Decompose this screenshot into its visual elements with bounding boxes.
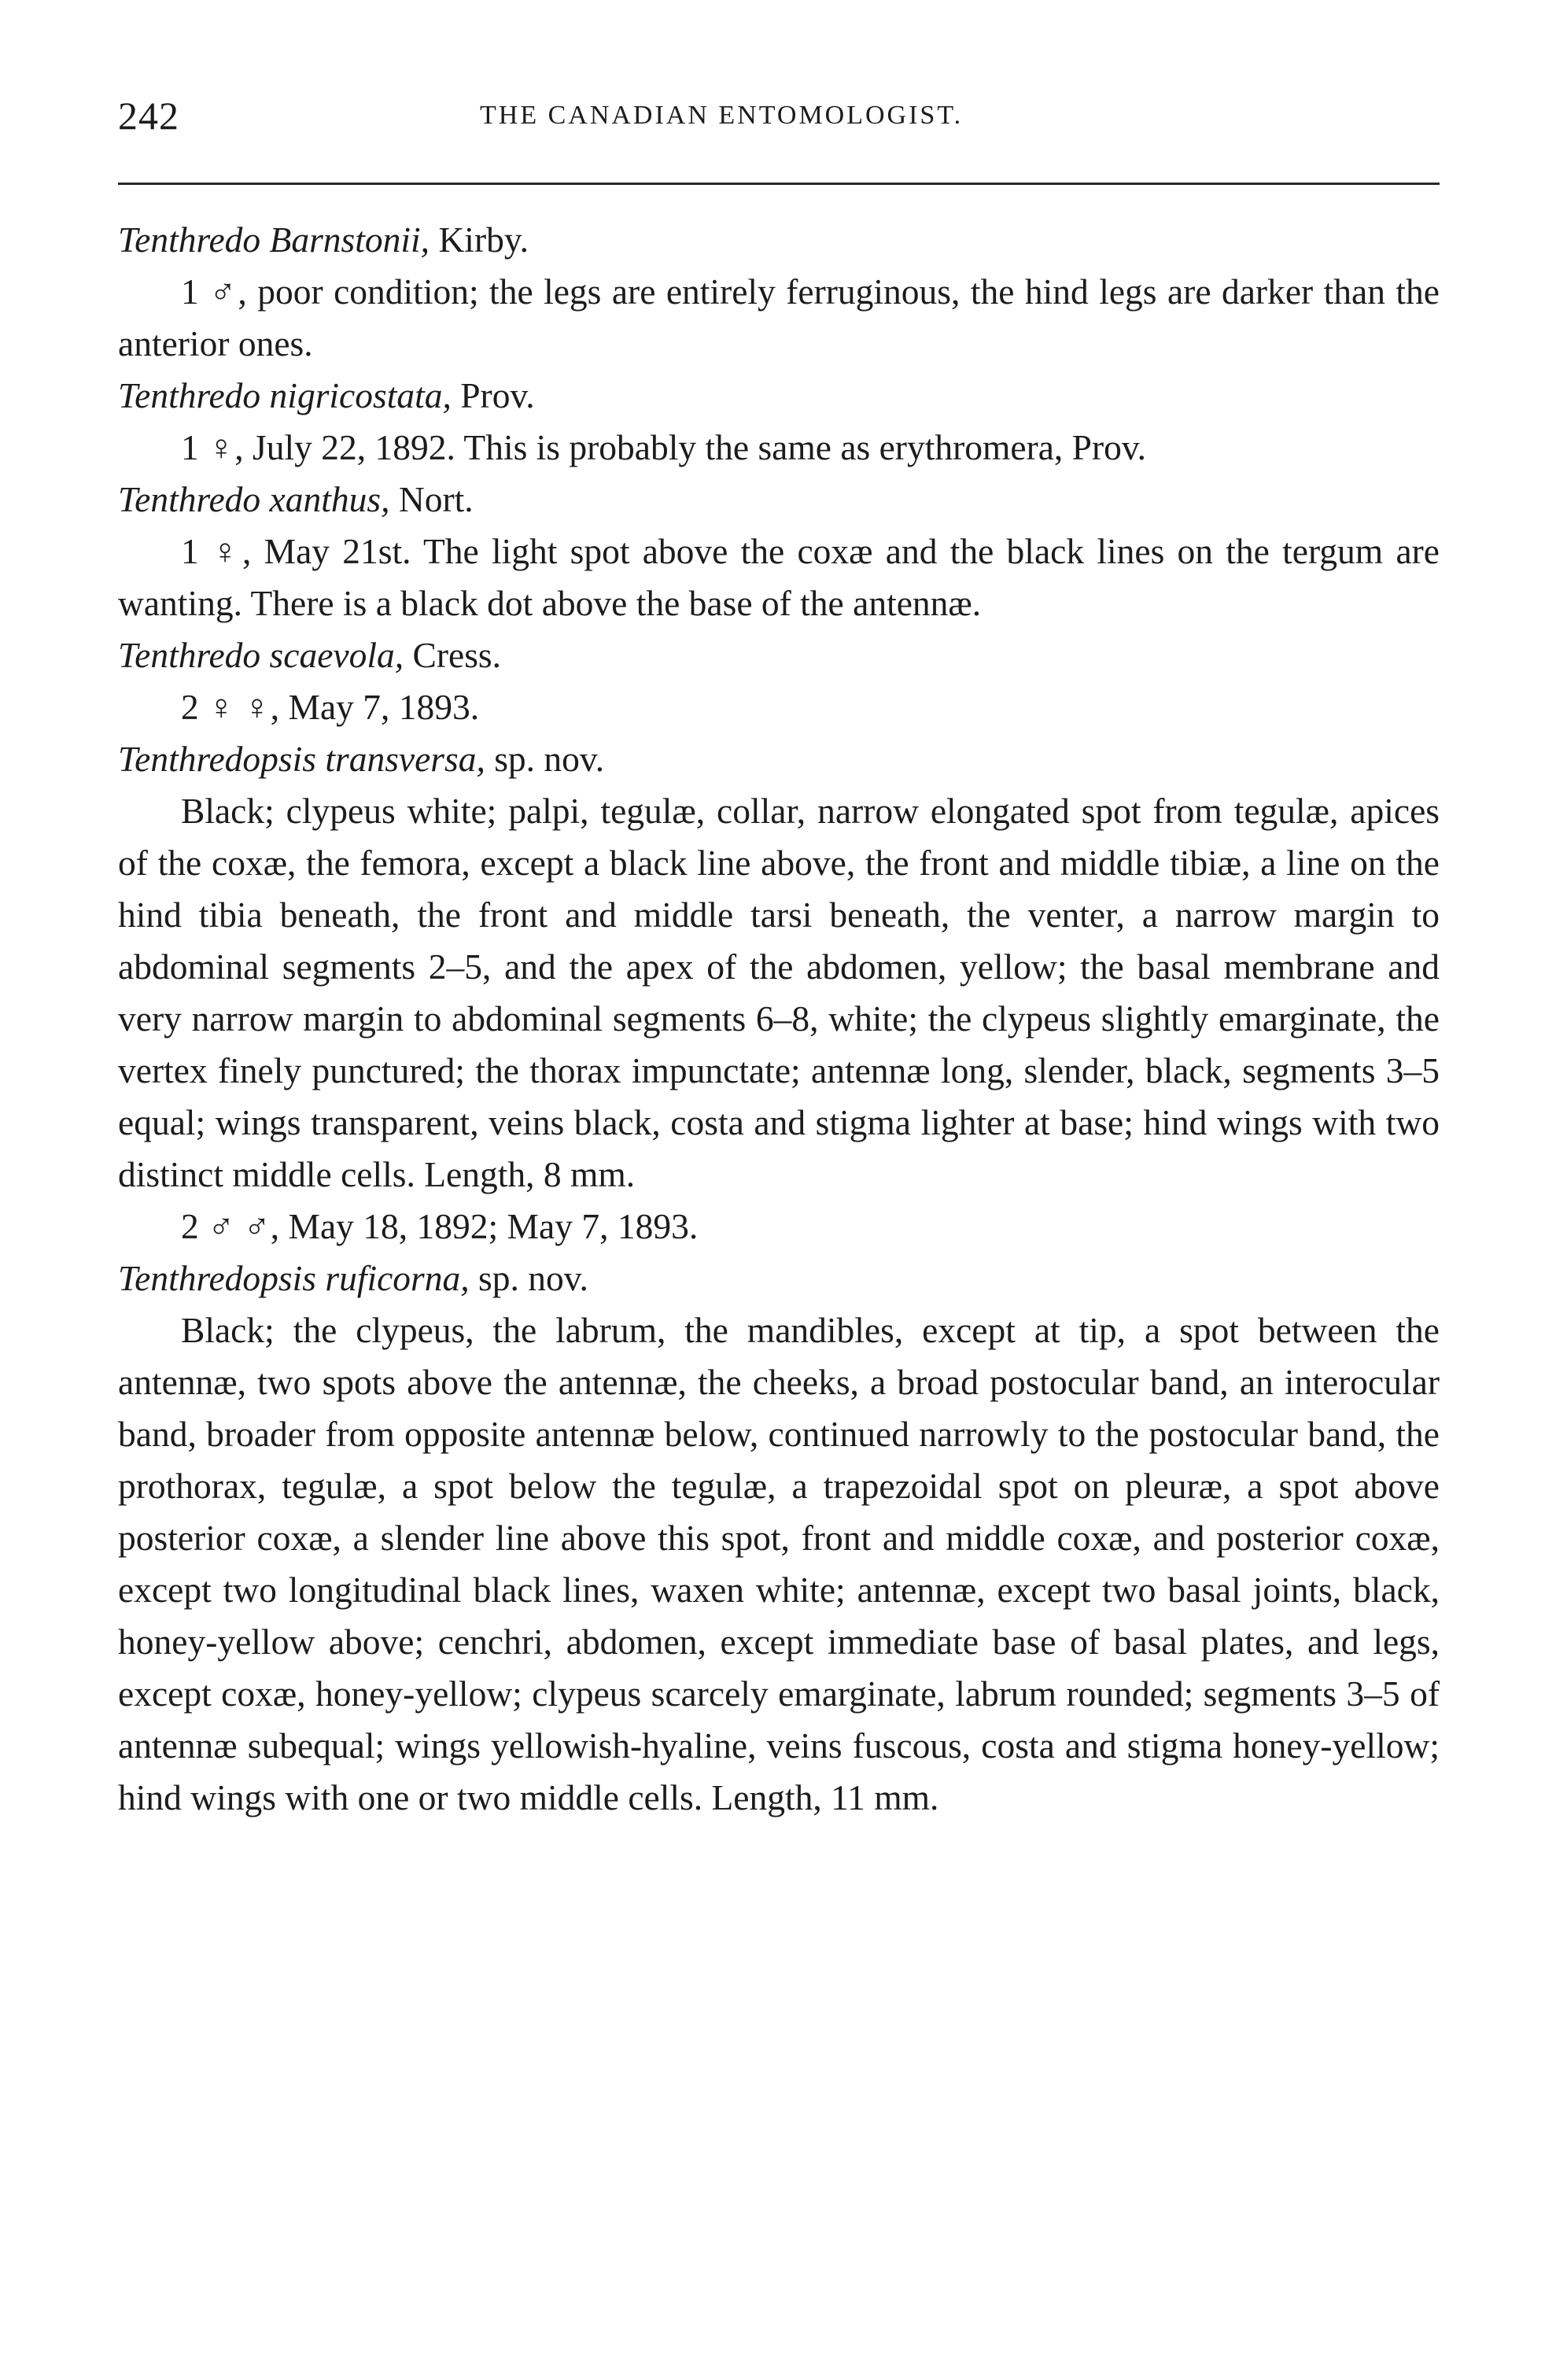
species-heading — [118, 214, 1440, 266]
species-heading — [118, 370, 1440, 422]
taxon-name: Tenthredo scaevola, — [118, 635, 404, 675]
taxon-name: Tenthredo xanthus, — [118, 479, 390, 519]
species-description: 1 ♀, May 21st. The light spot above the coxæ and the black lines on the tergum are wanting. There is a black dot above the base of the antennæ. — [118, 531, 1440, 623]
taxon-author: sp. nov. — [485, 739, 605, 779]
taxon-author: Kirby. — [430, 220, 529, 260]
header-rule — [118, 183, 1440, 185]
species-description: 2 ♀ ♀, May 7, 1893. — [181, 687, 480, 727]
taxon-author: Cress. — [404, 635, 501, 675]
species-description: Black; the clypeus, the labrum, the mandibles, except at tip, a spot between the antennæ, two spots above the antennæ, the cheeks, a broad postocular band, an interocular band, broader from opposite antennæ below, continued narrowly to the postocular band, the prothorax, tegulæ, a spot below the tegulæ, a trapezoidal spot on pleuræ, a spot above posterior coxæ, a slender line above this spot, front and middle coxæ, and posterior coxæ, except two longitudinal black lines, waxen white; antennæ, except two basal joints, black, honey-yellow above; cenchri, abdomen, except immediate base of basal plates, and legs, except coxæ, honey-yellow; clypeus scarcely emarginate, labrum rounded; segments 3–5 of antennæ subequal; wings yellowish-hyaline, veins fuscous, costa and stigma honey-yellow; hind wings with one or two middle cells. Length, 11 mm. — [118, 1310, 1440, 1817]
species-heading — [118, 629, 1440, 681]
journal-title: THE CANADIAN ENTOMOLOGIST. — [480, 101, 964, 130]
taxon-name: Tenthredo nigricostata, — [118, 375, 452, 415]
taxon-author: Prov. — [451, 375, 535, 415]
taxon-name: Tenthredo Barnstonii, — [118, 220, 430, 260]
species-heading — [118, 1253, 1440, 1304]
species-description: 1 ♂, poor condition; the legs are entirely ferruginous, the hind legs are darker than the anterior ones. — [118, 271, 1440, 363]
species-description: 1 ♀, July 22, 1892. This is probably the same as erythromera, Prov. — [181, 427, 1147, 467]
running-head — [118, 93, 1447, 156]
taxon-author: Nort. — [389, 479, 474, 519]
species-heading — [118, 474, 1440, 526]
species-heading — [118, 733, 1440, 785]
page-number: 242 — [118, 94, 179, 138]
article-body — [118, 214, 1440, 1824]
species-description: Black; clypeus white; palpi, tegulæ, collar, narrow elongated spot from tegulæ, apices of the coxæ, the femora, except a black line above, the front and middle tibiæ, a line on the hind tibia beneath, the front and middle tarsi beneath, the venter, a narrow margin to abdominal segments 2–5, and the apex of the abdomen, yellow; the basal membrane and very narrow margin to abdominal segments 6–8, white; the clypeus slightly emarginate, the vertex finely punctured; the thorax impunctate; antennæ long, slender, black, segments 3–5 equal; wings transparent, veins black, costa and stigma lighter at base; hind wings with two distinct middle cells. Length, 8 mm. — [118, 791, 1440, 1194]
taxon-name: Tenthredopsis transversa, — [118, 739, 485, 779]
taxon-name: Tenthredopsis ruficorna, — [118, 1258, 470, 1298]
taxon-author: sp. nov. — [469, 1258, 588, 1298]
specimen-record: 2 ♂ ♂, May 18, 1892; May 7, 1893. — [181, 1206, 699, 1246]
